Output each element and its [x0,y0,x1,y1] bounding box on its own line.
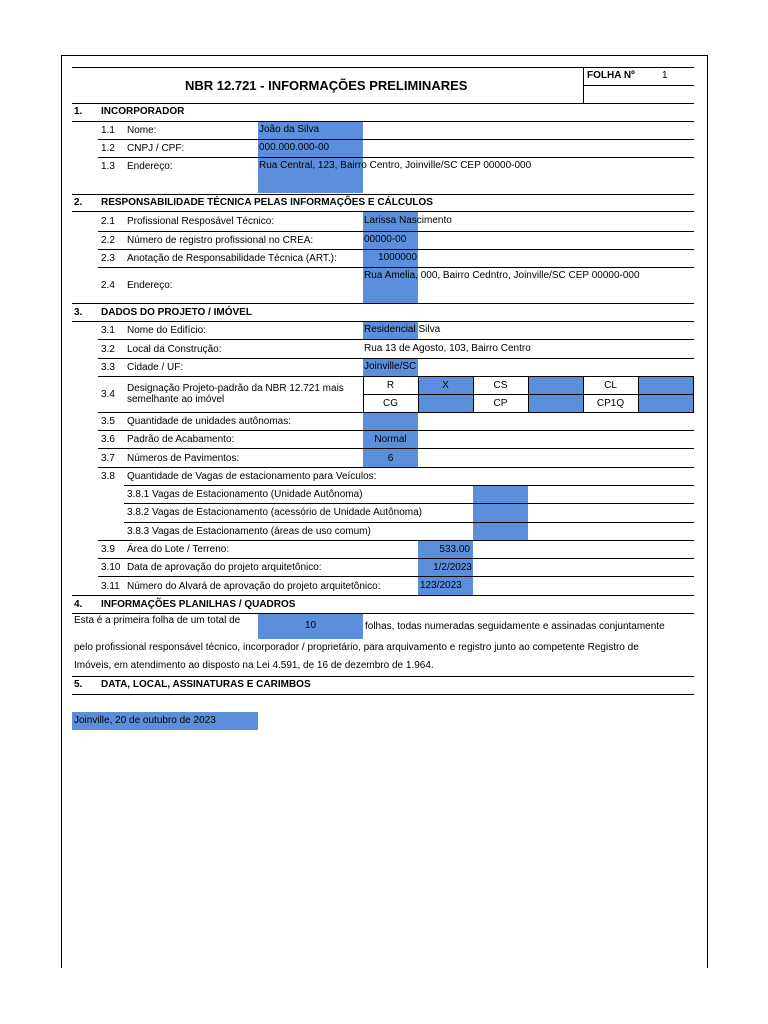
field-label: Números de Pavimentos: [127,453,240,464]
field-label: Local da Construção: [127,344,222,355]
section-2-title: RESPONSABILIDADE TÉCNICA PELAS INFORMAÇÕES E CÁLCULOS [101,197,433,208]
field-label: Profissional Resposável Técnico: [127,216,275,227]
section-4-number: 4. [74,599,83,610]
page-title: NBR 12.721 - INFORMAÇÕES PRELIMINARES [185,78,468,93]
row-number: 1.1 [101,125,115,136]
row-number: 2.1 [101,216,115,227]
row-number: 3.3 [101,362,115,373]
pavimentos-value[interactable]: 6 [387,453,394,464]
field-label: Endereço: [127,280,173,291]
section-3-number: 3. [74,307,83,318]
folhas-text-line2: pelo profissional responsável técnico, incorporador / proprietário, para arquivamento e registro junto ao competente Registro de [74,642,639,653]
folhas-text-line3: Imóveis, em atendimento ao disposto na Lei 4.591, de 16 de dezembro de 1.964. [74,660,434,671]
cidade-uf-value[interactable]: Joinville/SC [364,361,417,372]
area-lote-value[interactable]: 533.00 [439,544,470,555]
row-number: 2.2 [101,235,115,246]
folha-label: FOLHA Nº [587,70,635,81]
row-number: 3.2 [101,344,115,355]
padrao-code: R [386,380,395,391]
section-1-number: 1. [74,106,83,117]
field-label: semelhante ao imóvel [127,394,225,405]
section-5-number: 5. [74,679,83,690]
row-number: 3.11 [101,581,120,592]
field-label: Anotação de Responsabilidade Técnica (ART.): [127,253,337,264]
incorporador-cpf-value[interactable]: 000.000.000-00 [259,142,330,153]
page-left-border [61,55,62,968]
row-number: 3.8 [101,471,115,482]
field-label: Nome do Edifício: [127,325,206,336]
local-construcao-value[interactable]: Rua 13 de Agosto, 103, Bairro Centro [364,343,531,354]
section-1-title: INCORPORADOR [101,106,185,117]
vagas-label: 3.8.1 Vagas de Estacionamento (Unidade Autônoma) [127,489,363,500]
field-label: Quantidade de unidades autônomas: [127,416,292,427]
vagas-label: 3.8.3 Vagas de Estacionamento (áreas de uso comum) [127,526,371,537]
row-number: 3.6 [101,434,115,445]
row-number: 2.4 [101,280,115,291]
responsavel-nome-value[interactable]: Larissa Nascimento [364,215,452,226]
padrao-acabamento-value[interactable]: Normal [374,434,407,445]
field-label: Cidade / UF: [127,362,184,373]
row-number: 1.3 [101,161,115,172]
row-number: 1.2 [101,143,115,154]
row-number: 3.9 [101,544,115,555]
padrao-code: CG [383,398,398,409]
field-label: Número de registro profissional no CREA: [127,235,314,246]
section-3-title: DADOS DO PROJETO / IMÓVEL [101,307,252,318]
vagas-label: 3.8.2 Vagas de Estacionamento (acessório de Unidade Autônoma) [127,507,422,518]
padrao-mark[interactable]: X [442,380,449,391]
padrao-code: CP1Q [596,398,625,409]
crea-value[interactable]: 00000-00 [364,234,407,245]
art-value[interactable]: 1000000 [378,252,417,263]
incorporador-nome-value[interactable]: João da Silva [259,124,320,135]
edificio-nome-value[interactable]: Residencial Silva [364,324,441,335]
folha-value: 1 [662,70,668,81]
field-label: Quantidade de Vagas de estacionamento para Veículos: [127,471,377,482]
page-right-border [707,55,708,968]
padrao-code: CS [493,380,508,391]
field-label: Data de aprovação do projeto arquitetônico: [127,562,322,573]
folhas-text-before: Esta é a primeira folha de um total de [74,615,241,626]
field-label: CNPJ / CPF: [127,143,185,154]
padrao-code: CP [493,398,508,409]
incorporador-endereco-value[interactable]: Rua Central, 123, Bairro Centro, Joinville/SC CEP 00000-000 [259,160,532,171]
alvara-value[interactable]: 123/2023 [420,580,462,591]
row-number: 3.1 [101,325,115,336]
padrao-code: CL [604,380,617,391]
field-label: Designação Projeto-padrão da NBR 12.721 mais [127,383,344,394]
section-2-number: 2. [74,197,83,208]
field-label: Área do Lote / Terreno: [127,544,230,555]
field-label: Endereço: [127,161,173,172]
field-label: Nome: [127,125,157,136]
row-number: 3.10 [101,562,121,573]
section-5-title: DATA, LOCAL, ASSINATURAS E CARIMBOS [101,679,311,690]
data-aprovacao-value[interactable]: 1/2/2023 [433,562,472,573]
row-number: 2.3 [101,253,115,264]
folhas-text-after: folhas, todas numeradas seguidamente e assinadas conjuntamente [365,621,665,632]
row-number: 3.4 [101,389,115,400]
section-4-title: INFORMAÇÕES PLANILHAS / QUADROS [101,599,296,610]
row-number: 3.7 [101,453,115,464]
field-label: Padrão de Acabamento: [127,434,235,445]
row-number: 3.5 [101,416,115,427]
total-folhas-value[interactable]: 10 [304,620,317,631]
responsavel-endereco-value[interactable]: Rua Amelia, 000, Bairro Cedntro, Joinville/SC CEP 00000-000 [364,270,640,281]
page-top-border [61,55,708,56]
field-label: Número do Alvará de aprovação do projeto arquitetônico: [127,581,381,592]
date-place-value[interactable]: Joinville, 20 de outubro de 2023 [74,715,216,726]
